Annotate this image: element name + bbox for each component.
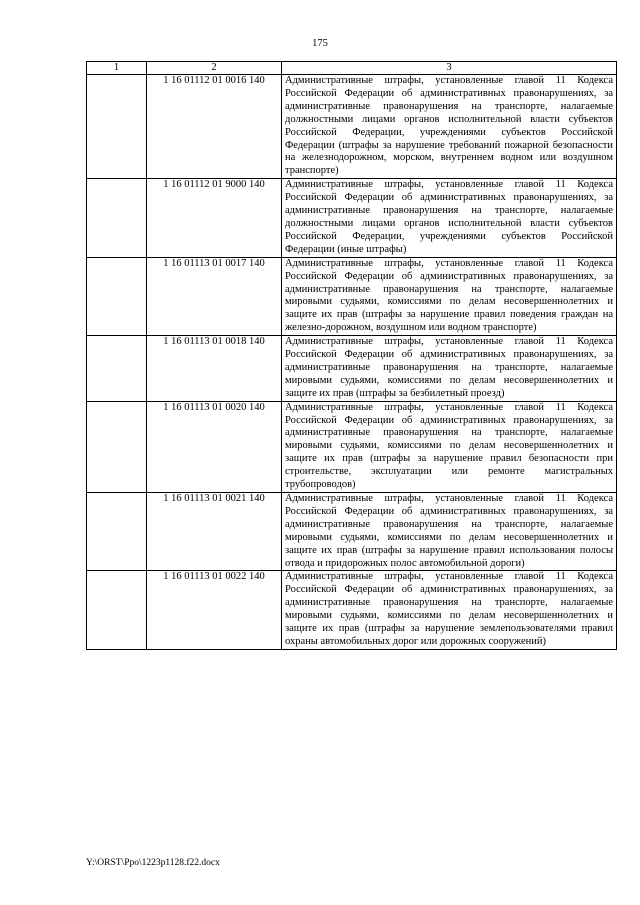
table-row	[87, 336, 617, 402]
table-body	[87, 75, 617, 650]
table-row	[87, 257, 617, 335]
column-header-1: 1	[87, 62, 147, 75]
description-cell: Административные штрафы, установленные главой 11 Кодекса Российской Федерации об административных правонарушениях, за административные правонарушения на транспорте, налагаемые мировыми судьями, комиссиями по делам несовершеннолетних и защите их прав (штрафы за нарушение правил поведения граждан на железно-дорожном, воздушном или водном транспорте)	[282, 257, 617, 335]
table-row	[87, 401, 617, 492]
description-cell: Административные штрафы, установленные главой 11 Кодекса Российской Федерации об административных правонарушениях, за административные правонарушения на транспорте, налагаемые мировыми судьями, комиссиями по делам несовершеннолетних и защите их прав (штрафы за безбилетный проезд)	[282, 336, 617, 402]
table-row	[87, 75, 617, 179]
page-number: 175	[312, 38, 328, 49]
column-header-2: 2	[147, 62, 282, 75]
row-number-cell	[87, 179, 147, 257]
row-number-cell	[87, 336, 147, 402]
description-cell: Административные штрафы, установленные главой 11 Кодекса Российской Федерации об административных правонарушениях, за административные правонарушения на транспорте, налагаемые мировыми судьями, комиссиями по делам несовершеннолетних и защите их прав (штрафы за нарушение землепользователями правил охраны автомобильных дорог или дорожных сооружений)	[282, 571, 617, 649]
budget-code-cell: 1 16 01113 01 0021 140	[147, 493, 282, 571]
table-header-row	[87, 62, 617, 75]
row-number-cell	[87, 257, 147, 335]
description-cell: Административные штрафы, установленные главой 11 Кодекса Российской Федерации об административных правонарушениях, за административные правонарушения на транспорте, налагаемые мировыми судьями, комиссиями по делам несовершеннолетних и защите их прав (штрафы за нарушение правил использования полосы отвода и придорожных полос автомобильной дороги)	[282, 493, 617, 571]
table-row	[87, 179, 617, 257]
budget-code-cell: 1 16 01113 01 0017 140	[147, 257, 282, 335]
table-row	[87, 493, 617, 571]
description-cell: Административные штрафы, установленные главой 11 Кодекса Российской Федерации об административных правонарушениях, за административные правонарушения на транспорте, налагаемые должностными лицами органов исполнительной власти субъектов Российской Федерации, учреждениями субъектов Российской Федерации (штрафы за нарушение требований пожарной безопасности на железнодорожном, морском, внутреннем водном или воздушном транспорте)	[282, 75, 617, 179]
budget-code-cell: 1 16 01112 01 9000 140	[147, 179, 282, 257]
row-number-cell	[87, 571, 147, 649]
row-number-cell	[87, 75, 147, 179]
budget-code-cell: 1 16 01113 01 0022 140	[147, 571, 282, 649]
column-header-3: 3	[282, 62, 617, 75]
budget-code-cell: 1 16 01112 01 0016 140	[147, 75, 282, 179]
row-number-cell	[87, 493, 147, 571]
table-row	[87, 571, 617, 649]
description-cell: Административные штрафы, установленные главой 11 Кодекса Российской Федерации об административных правонарушениях, за административные правонарушения на транспорте, налагаемые мировыми судьями, комиссиями по делам несовершеннолетних и защите их прав (штрафы за нарушение правил безопасности при строительстве, эксплуатации или ремонте магистральных трубопроводов)	[282, 401, 617, 492]
budget-classification-table	[86, 61, 617, 650]
budget-code-cell: 1 16 01113 01 0018 140	[147, 336, 282, 402]
row-number-cell	[87, 401, 147, 492]
budget-code-cell: 1 16 01113 01 0020 140	[147, 401, 282, 492]
footer-file-path: Y:\ORST\Ppo\1223p1128.f22.docx	[86, 858, 220, 868]
description-cell: Административные штрафы, установленные главой 11 Кодекса Российской Федерации об административных правонарушениях, за административные правонарушения на транспорте, налагаемые должностными лицами органов исполнительной власти субъектов Российской Федерации, учреждениями субъектов Российской Федерации (иные штрафы)	[282, 179, 617, 257]
